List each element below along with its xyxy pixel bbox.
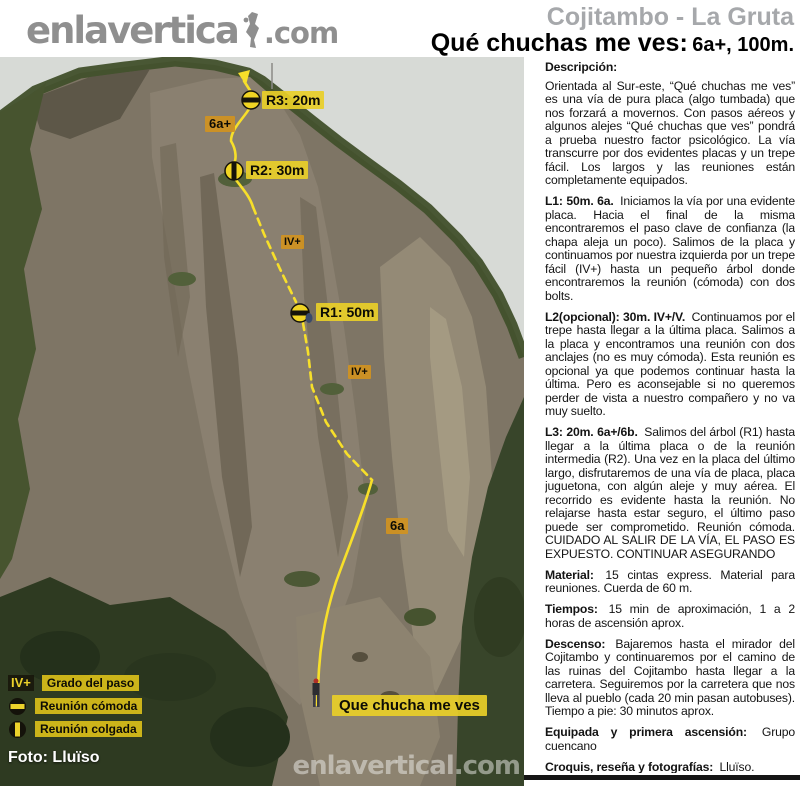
section-lead-material: Material:	[545, 567, 594, 582]
description-panel	[545, 61, 795, 773]
climber-at-r1	[306, 313, 313, 323]
route-photo	[0, 57, 524, 786]
section-heading-descripcion: Descripción:	[545, 61, 618, 74]
legend	[8, 673, 142, 742]
belay-label-r2: R2: 30m	[246, 161, 308, 179]
section-descripcion	[545, 61, 795, 188]
section-lead-croquis: Croquis, reseña y fotografías:	[545, 759, 714, 773]
section-lead-l3: L3: 20m. 6a+/6b.	[545, 425, 638, 439]
belay-label-r1: R1: 50m	[316, 303, 378, 321]
section-l3	[545, 426, 795, 561]
grade-symbol: IV+	[8, 675, 34, 691]
grade-label-iv-plus-lower: IV+	[348, 365, 371, 379]
watermark-logo: enlavertical.com	[292, 751, 520, 781]
belay-hanging-icon	[8, 720, 27, 739]
bottom-rule	[524, 775, 800, 780]
title-block	[431, 4, 794, 60]
section-lead-l1: L1: 50m. 6a.	[545, 194, 614, 208]
legend-label-comfortable: Reunión cómoda	[35, 698, 142, 714]
route-specs: 6a+, 100m.	[692, 34, 794, 56]
logo-text: enlavertica	[26, 9, 238, 52]
belay-comfortable-icon	[8, 697, 27, 716]
logo-suffix: .com	[263, 16, 339, 50]
section-l2	[545, 311, 795, 419]
climber-icon	[239, 10, 263, 50]
section-body-tiempos: 15 min de aproximación, 1 a 2 horas de ascensión aprox.	[545, 602, 795, 630]
route-title-line	[431, 30, 794, 60]
legend-row-hanging-belay	[8, 719, 142, 739]
section-body-material: 15 cintas express. Material para reuniones. Cuerda de 60 m.	[545, 567, 795, 595]
belay-r2-icon	[225, 162, 243, 180]
section-body-equipada: Grupo cuencano	[545, 725, 795, 753]
section-descenso	[545, 638, 795, 719]
site-logo	[26, 9, 339, 52]
route-name-label: Que chucha me ves	[332, 695, 487, 716]
legend-row-grade	[8, 673, 142, 693]
route-title: Qué chuchas me ves:	[430, 29, 688, 57]
section-body-descripcion: Orientada al Sur-este, “Qué chuchas me ves” es una vía de pura placa (algo tumbada) que nos forzará a movernos. Con pasos aéreos y algunos alejes “Qué chuchas que ves” pondrá a prueba nuestro factor psicológico. La vía transcurre por dos evidentes placas y un trepe fácil. Los largos y las reuniones están completamente equipados.	[545, 78, 795, 187]
route-line-dashed	[253, 207, 372, 480]
section-body-l2: Continuamos por el trepe hasta llegar a la última placa. Salimos a la placa y encontramos una reunión con dos anclajes (no es muy cómoda). Esta reunión es opcional ya que podemos continuar hasta la última. Pero es aconsejable si no queremos perder de vista a nuestro compañero y no va muy suelto.	[545, 309, 795, 418]
section-tiempos	[545, 603, 795, 630]
section-croquis	[545, 761, 795, 774]
section-l1	[545, 195, 795, 303]
section-body-descenso: Bajaremos hasta el mirador del Cojitambo y continuaremos por el camino de las ruinas del Cojitambo hasta llegar a la carretera. Seguiremos por la carretera que nos lleva al pueblo (cada 20 min pasan autobuses). Tiempo a pie: 30 minutos aprox.	[545, 636, 795, 718]
legend-label-grade: Grado del paso	[42, 675, 139, 691]
route-line-mid-solid	[236, 180, 253, 207]
belay-r3-icon	[242, 91, 260, 109]
grade-label-iv-plus-upper: IV+	[281, 235, 304, 249]
section-body-l1: Iniciamos la vía por una evidente placa. Hacia el final de la misma encontraremos el paso clave de confianza (la chapa aleja un poco). Salimos de la placa y continuamos por nuestra izquierda por un trepe fácil (IV+) hasta un pequeño árbol donde encontraremos la reunión (cómoda) con dos bolts.	[545, 194, 795, 303]
section-lead-descenso: Descenso:	[545, 636, 606, 651]
header	[0, 0, 800, 57]
grade-label-6a: 6a	[386, 518, 408, 534]
route-line-lower	[317, 480, 372, 705]
section-body-croquis: Lluïso.	[719, 759, 755, 773]
photo-credit: Foto: Lluïso	[8, 749, 100, 766]
section-material	[545, 569, 795, 596]
section-lead-equipada: Equipada y primera ascensión:	[545, 725, 747, 739]
section-equipada	[545, 726, 795, 753]
location-title: Cojitambo - La Gruta	[546, 3, 794, 31]
section-lead-tiempos: Tiempos:	[545, 602, 598, 616]
section-body-l3: Salimos del árbol (R1) hasta llegar a la última placa o de la reunión intermedia (R2). Una vez en la placa del último largo, disfrutaremos de una vía de placa, placa juguetona, con algún aleje y muy aérea. El recorrido es evidente hasta la reunión. No relajarse hasta estar seguro, el último paso puede ser comprometido. Reunión cómoda. CUIDADO AL SALIR DE LA VÍA, EL PASO ES EXPUESTO. CONTINUAR ASEGURANDO	[545, 425, 795, 561]
section-lead-l2: L2(opcional): 30m. IV+/V.	[545, 309, 686, 324]
belay-label-r3: R3: 20m	[262, 91, 324, 109]
legend-row-comfortable-belay	[8, 696, 142, 716]
legend-label-hanging: Reunión colgada	[35, 721, 142, 737]
grade-label-6a-plus: 6a+	[205, 116, 235, 132]
